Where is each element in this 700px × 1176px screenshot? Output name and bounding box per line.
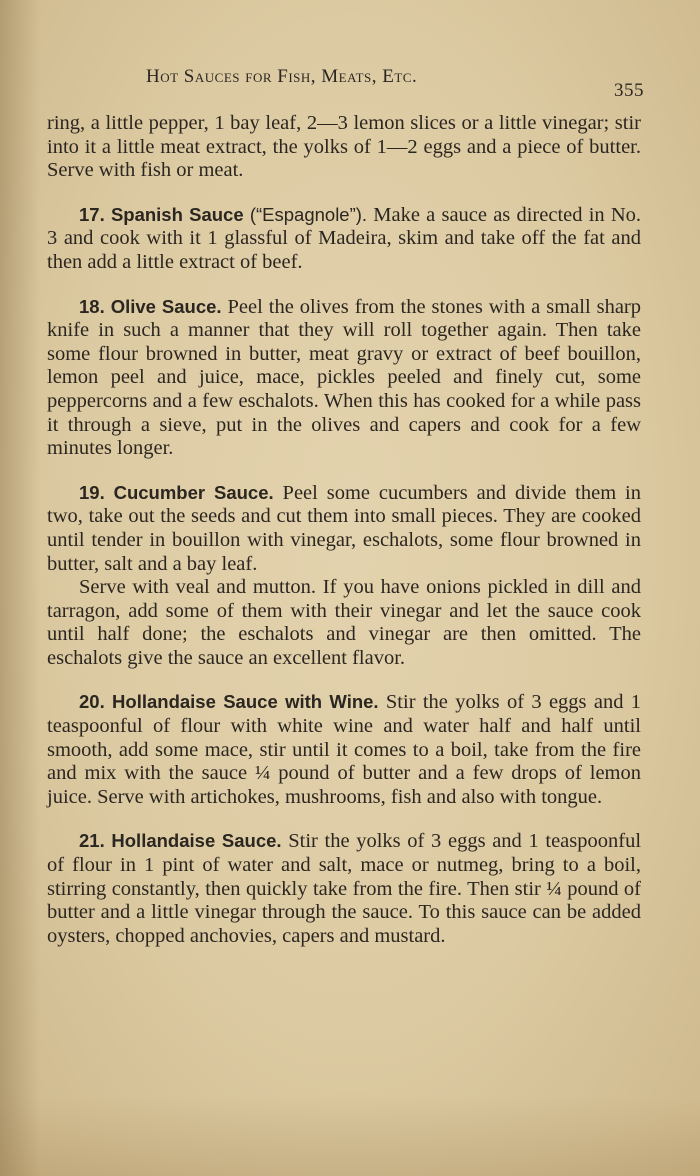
recipe-20-heading (47, 691, 379, 713)
recipe-19-heading (47, 482, 274, 504)
recipe-title: Hollandaise Sauce. (111, 830, 282, 852)
page-header (146, 66, 644, 101)
recipe-19-continued: Serve with veal and mutton. If you have onions pickled in dill and tarragon, add some of them with their vinegar and let the sauce cook until half done; the eschalots and vinegar are then omitted. The eschalots give the sauce an excellent flavor. (47, 576, 641, 669)
recipe-21 (47, 829, 641, 948)
recipe-21-heading (47, 830, 282, 852)
continuation-paragraph: ring, a little pepper, 1 bay leaf, 2—3 lemon slices or a little vinegar; stir into it a little meat extract, the yolks of 1—2 eggs and a piece of butter. Serve with fish or meat. (47, 112, 641, 182)
recipe-title: Hollandaise Sauce with Wine. (112, 691, 379, 713)
recipe-number: 17. (79, 203, 105, 225)
page-body (47, 112, 641, 968)
running-head: Hot Sauces for Fish, Meats, Etc. (146, 66, 418, 87)
recipe-number: 19. (79, 481, 105, 503)
recipe-19 (47, 481, 641, 576)
recipe-18-heading (47, 296, 222, 318)
recipe-title: Cucumber Sauce. (113, 481, 274, 503)
recipe-number: 18. (79, 295, 105, 317)
recipe-number: 20. (79, 691, 105, 713)
recipe-title: Spanish Sauce (110, 203, 244, 225)
recipe-17-heading (47, 204, 367, 226)
recipe-title: Olive Sauce. (110, 295, 222, 317)
recipe-subtitle: (“Espagnole”). (249, 203, 368, 225)
recipe-17 (47, 203, 641, 275)
recipe-number: 21. (79, 830, 105, 852)
page-number: 355 (614, 80, 644, 101)
recipe-20 (47, 690, 641, 809)
recipe-18 (47, 295, 641, 461)
recipe-text: Make a sauce as directed in No. 3 and cook with it 1 glassful of Madeira, skim and take off the fat and then add a little extract of beef. (47, 203, 642, 273)
recipe-text: Stir the yolks of 3 eggs and 1 teaspoonful of flour in 1 pint of water and salt, mace or nutmeg, bring to a boil, stirring constantly, then quickly take from the fire. Then stir ¼ pound of butter and a little vinegar through the sauce. To this sauce can be added oysters, chopped anchovies, capers and mustard. (47, 830, 642, 947)
recipe-text: Peel the olives from the stones with a small sharp knife in such a manner that they will roll together again. Then take some flour browned in butter, meat gravy or extract of beef bouillon, lemon peel and juice, mace, pickles peeled and finely cut, some peppercorns and a few eschalots. When this has cooked for a while pass it through a sieve, put in the olives and capers and cook for a few minutes longer. (47, 295, 642, 460)
recipe-text: Stir the yolks of 3 eggs and 1 teaspoonful of flour with white wine and water half and half until smooth, add some mace, stir until it comes to a boil, take from the fire and mix with the sauce ¼ pound of butter and a few drops of lemon juice. Serve with artichokes, mushrooms, fish and also with tongue. (47, 691, 642, 808)
recipe-text: Peel some cucumbers and divide them in two, take out the seeds and cut them into small pieces. They are cooked until tender in bouillon with vinegar, eschalots, some flour browned in butter, salt and a bay leaf. (47, 481, 642, 575)
